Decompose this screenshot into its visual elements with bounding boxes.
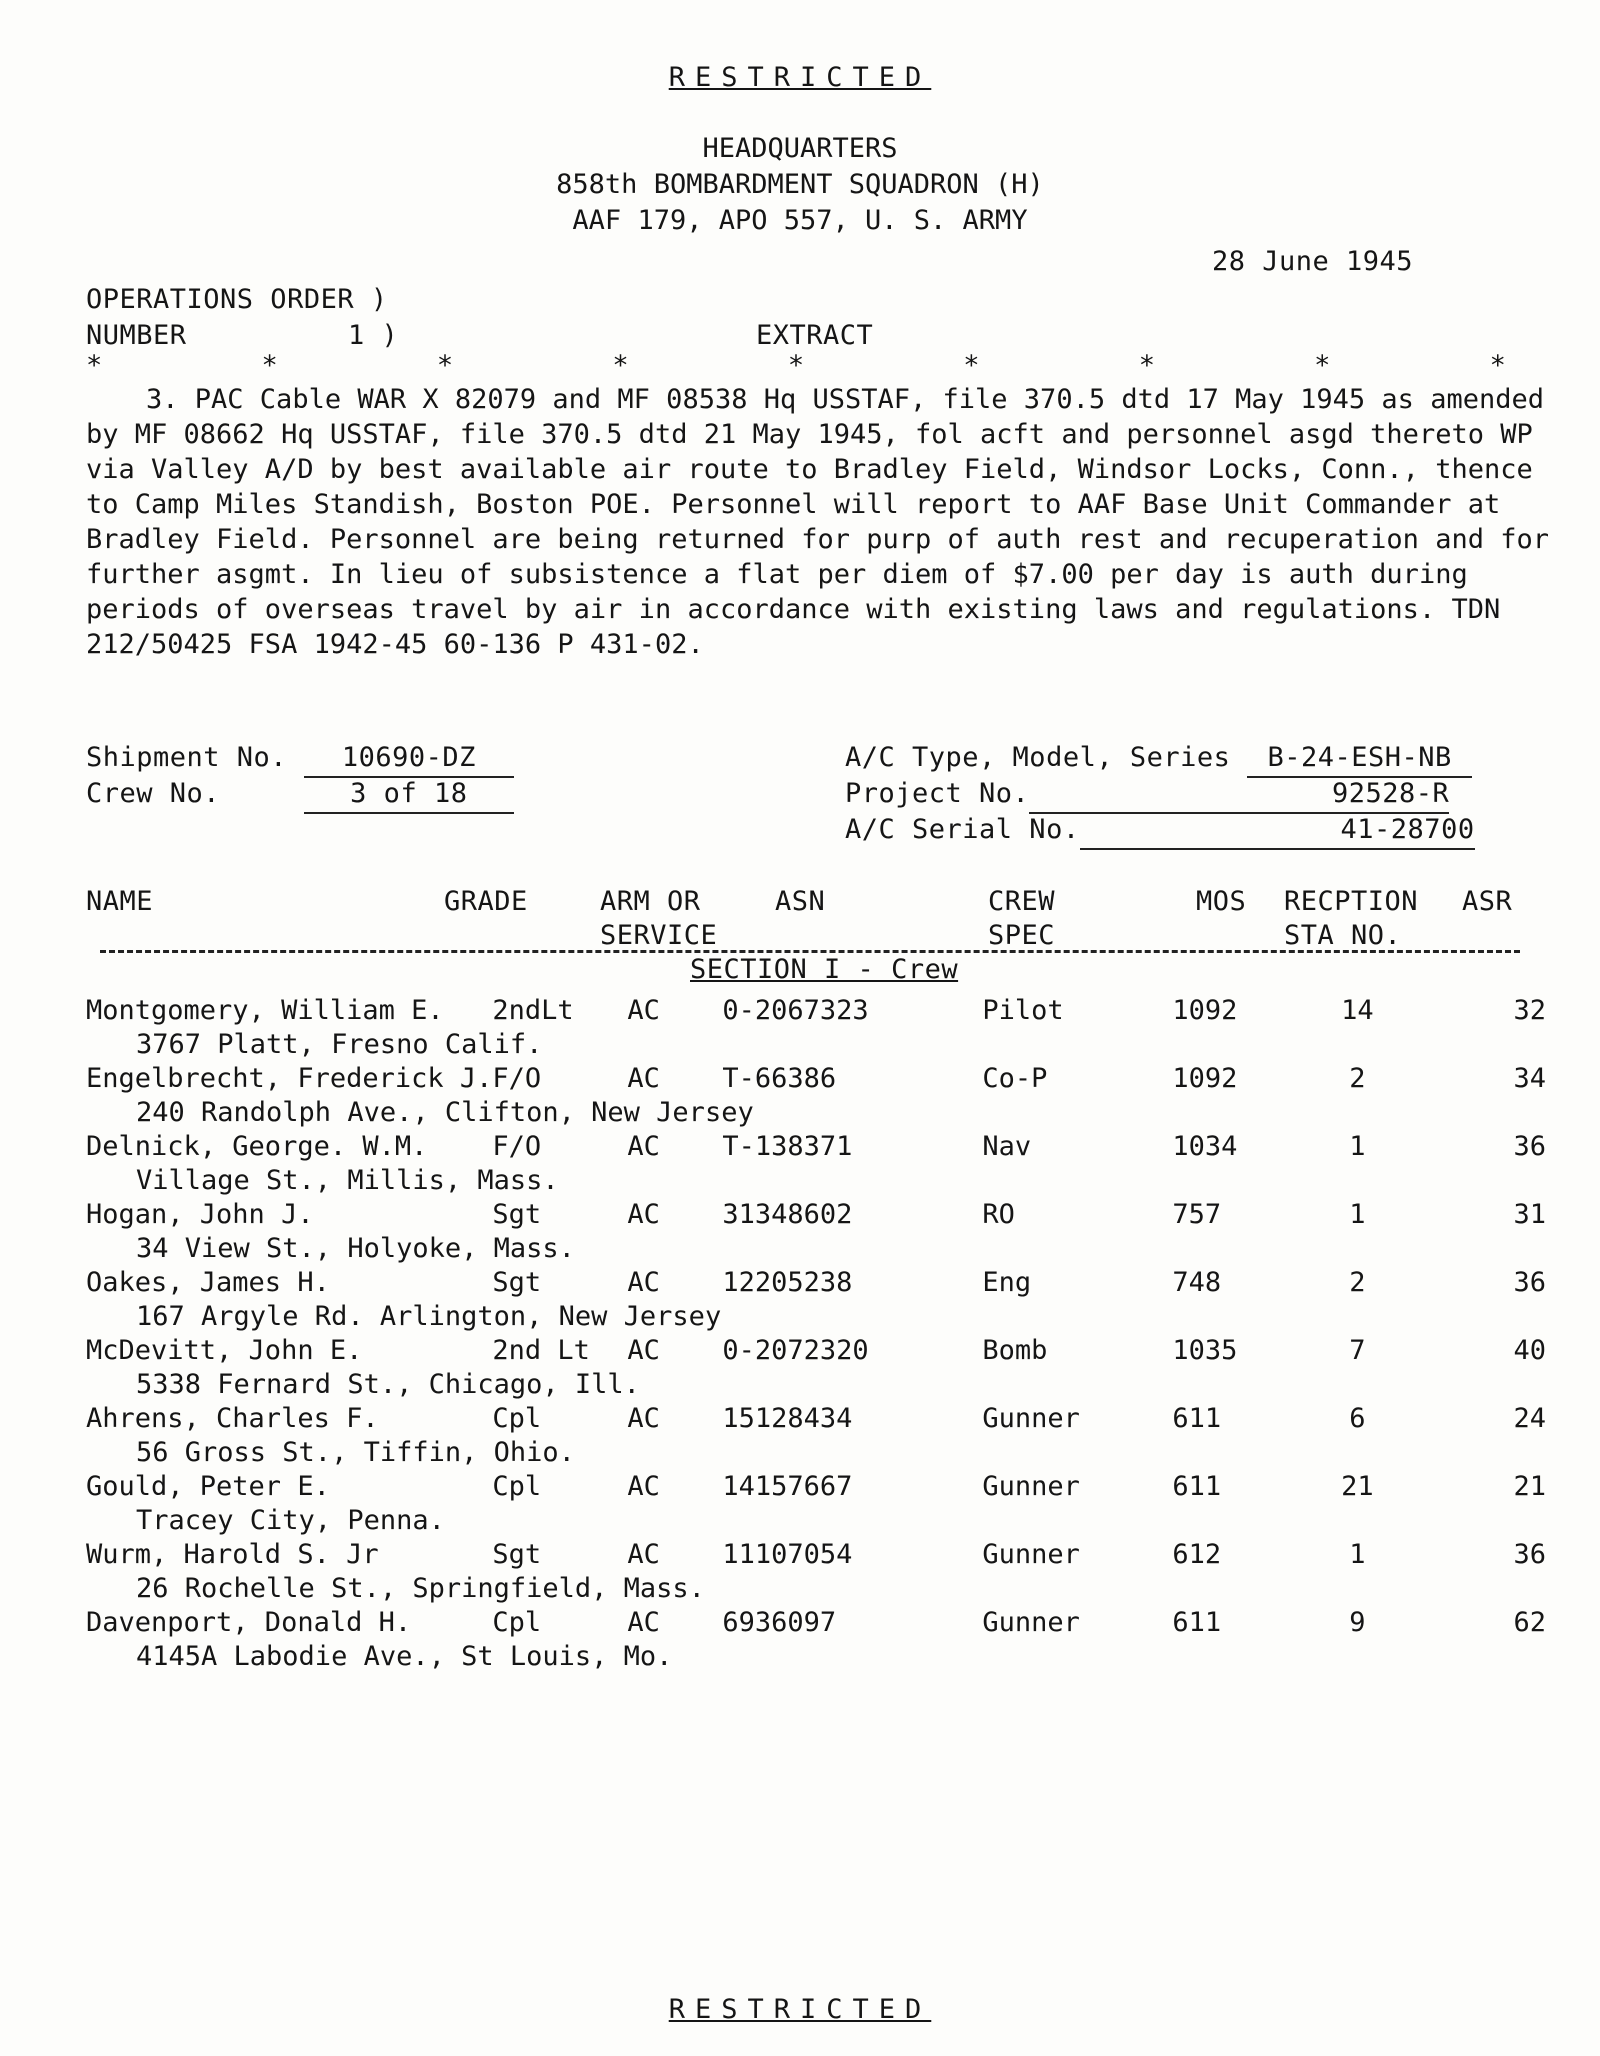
crew-address: 3767 Platt, Fresno Calif. xyxy=(136,1029,543,1060)
crew-mos: 757 xyxy=(1172,1199,1222,1230)
table-row-address xyxy=(86,1573,1546,1607)
crew-asn: 0-2067323 xyxy=(722,995,869,1026)
crew-name: Wurm, Harold S. Jr xyxy=(86,1539,379,1570)
paragraph-number: 3. xyxy=(146,384,179,415)
crew-mos: 611 xyxy=(1172,1471,1222,1502)
table-row xyxy=(86,1539,1546,1573)
crew-asn: T-138371 xyxy=(722,1131,853,1162)
crew-grade: Cpl xyxy=(492,1607,542,1638)
star: * xyxy=(86,350,103,381)
crew-asr: 36 xyxy=(1513,1267,1546,1298)
table-row xyxy=(86,1335,1546,1369)
col-spec-2: SPEC xyxy=(988,920,1056,951)
order-number-label: NUMBER xyxy=(86,320,187,351)
crew-asn: 15128434 xyxy=(722,1403,853,1434)
crew-address: 26 Rochelle St., Springfield, Mass. xyxy=(136,1573,705,1604)
table-row-address xyxy=(86,1233,1546,1267)
crew-address: 34 View St., Holyoke, Mass. xyxy=(136,1233,575,1264)
table-row xyxy=(86,1267,1546,1301)
project-no-value: 92528-R xyxy=(1029,776,1449,814)
crew-asr: 24 xyxy=(1513,1403,1546,1434)
crew-spec: Pilot xyxy=(982,995,1064,1026)
shipment-row xyxy=(86,740,514,778)
crew-spec: Co-P xyxy=(982,1063,1048,1094)
col-asn: ASN xyxy=(775,886,826,917)
project-no-row xyxy=(845,776,1449,814)
col-asr: ASR xyxy=(1462,886,1513,917)
crew-mos: 1092 xyxy=(1172,995,1238,1026)
table-row xyxy=(86,1607,1546,1641)
crew-sta: 1 xyxy=(1349,1539,1366,1570)
crew-sta: 7 xyxy=(1349,1335,1366,1366)
crew-spec: Gunner xyxy=(982,1607,1080,1638)
table-row xyxy=(86,1131,1546,1165)
crew-arm: AC xyxy=(627,1267,660,1298)
crew-mos: 612 xyxy=(1172,1539,1222,1570)
crew-asn: 14157667 xyxy=(722,1471,853,1502)
crew-asn: 31348602 xyxy=(722,1199,853,1230)
star: * xyxy=(1138,350,1155,381)
col-spec-1: CREW xyxy=(988,886,1056,917)
crew-arm: AC xyxy=(627,1335,660,1366)
crew-sta: 2 xyxy=(1349,1267,1366,1298)
table-row xyxy=(86,1471,1546,1505)
col-sta-2: STA NO. xyxy=(1284,920,1402,951)
col-name: NAME xyxy=(86,886,154,917)
table-row xyxy=(86,1063,1546,1097)
order-title: OPERATIONS ORDER ) xyxy=(86,284,388,315)
table-row-address xyxy=(86,1505,1546,1539)
crew-sta: 21 xyxy=(1341,1471,1374,1502)
crew-address: 56 Gross St., Tiffin, Ohio. xyxy=(136,1437,575,1468)
col-grade: GRADE xyxy=(444,886,528,917)
star: * xyxy=(787,350,805,381)
crew-spec: Gunner xyxy=(982,1539,1080,1570)
crew-address: 5338 Fernard St., Chicago, Ill. xyxy=(136,1369,640,1400)
crew-asr: 34 xyxy=(1513,1063,1546,1094)
crew-address: 240 Randolph Ave., Clifton, New Jersey xyxy=(136,1097,754,1128)
ac-type-value: B-24-ESH-NB xyxy=(1247,740,1472,778)
col-mos: MOS xyxy=(1196,886,1247,917)
crew-address: Village St., Millis, Mass. xyxy=(136,1165,559,1196)
ac-type-label: A/C Type, Model, Series xyxy=(845,742,1231,773)
crew-grade: 2nd Lt xyxy=(492,1335,590,1366)
crew-mos: 611 xyxy=(1172,1403,1222,1434)
col-arm-1: ARM OR xyxy=(600,886,701,917)
crew-grade: F/O xyxy=(492,1063,542,1094)
crew-asr: 36 xyxy=(1513,1131,1546,1162)
ac-serial-row xyxy=(845,812,1475,850)
crew-address: 4145A Labodie Ave., St Louis, Mo. xyxy=(136,1641,673,1672)
table-row-address xyxy=(86,1029,1546,1063)
col-sta-1: RECPTION xyxy=(1284,886,1419,917)
section-label: SECTION I - Crew xyxy=(690,954,959,985)
table-row-address xyxy=(86,1369,1546,1403)
crew-mos: 1035 xyxy=(1172,1335,1238,1366)
crew-name: Engelbrecht, Frederick J. xyxy=(86,1063,493,1094)
crew-grade: Cpl xyxy=(492,1403,542,1434)
crew-asr: 21 xyxy=(1513,1471,1546,1502)
separator-stars xyxy=(86,350,1506,381)
crew-name: Gould, Peter E. xyxy=(86,1471,330,1502)
crew-asr: 40 xyxy=(1513,1335,1546,1366)
crew-arm: AC xyxy=(627,1403,660,1434)
crew-asn: T-66386 xyxy=(722,1063,837,1094)
crew-arm: AC xyxy=(627,1063,660,1094)
crew-spec: Gunner xyxy=(982,1471,1080,1502)
star: * xyxy=(436,350,454,381)
shipment-value: 10690-DZ xyxy=(304,740,514,778)
star: * xyxy=(612,350,629,381)
crew-arm: AC xyxy=(627,995,660,1026)
crew-arm: AC xyxy=(627,1539,660,1570)
table-row-address xyxy=(86,1097,1546,1131)
table-row-address xyxy=(86,1165,1546,1199)
crew-grade: F/O xyxy=(492,1131,542,1162)
crew-address: 167 Argyle Rd. Arlington, New Jersey xyxy=(136,1301,722,1332)
crew-asn: 11107054 xyxy=(722,1539,853,1570)
star: * xyxy=(963,350,980,381)
crew-asn: 6936097 xyxy=(722,1607,837,1638)
paragraph-text: PAC Cable WAR X 82079 and MF 08538 Hq USSTAF, file 370.5 dtd 17 May 1945 as amended by MF 08662 Hq USSTAF, file 370.5 dtd 21 May 1945, fol acft and personnel asgd thereto WP via Valley A/D by best available air route to Bradley Field, Windsor Locks, Conn., thence to Camp Miles Standish, Boston POE. Personnel will report to AAF Base Unit Commander at Bradley Field. Personnel are being returned for purp of auth rest and recuperation and for further asgmt. In lieu of subsistence a flat per diem of $7.00 per day is auth during periods of overseas travel by air in accordance with existing laws and regulations. TDN 212/50425 FSA 1942-45 60-136 P 431-02. xyxy=(86,384,1549,660)
table-row-address xyxy=(86,1301,1546,1335)
crew-sta: 1 xyxy=(1349,1199,1366,1230)
crew-asn: 0-2072320 xyxy=(722,1335,869,1366)
heading-line-2: 858th BOMBARDMENT SQUADRON (H) xyxy=(556,169,1044,200)
crew-grade: 2ndLt xyxy=(492,995,574,1026)
crew-sta: 2 xyxy=(1349,1063,1366,1094)
shipment-label: Shipment No. xyxy=(86,742,288,773)
order-number-value: 1 ) xyxy=(348,320,399,351)
crew-arm: AC xyxy=(627,1199,660,1230)
table-row xyxy=(86,1403,1546,1437)
crew-arm: AC xyxy=(627,1471,660,1502)
crew-sta: 14 xyxy=(1341,995,1374,1026)
crew-table xyxy=(86,995,1546,1675)
project-no-label: Project No. xyxy=(845,778,1030,809)
table-row xyxy=(86,995,1546,1029)
crew-address: Tracey City, Penna. xyxy=(136,1505,445,1536)
crew-mos: 748 xyxy=(1172,1267,1222,1298)
crew-arm: AC xyxy=(627,1131,660,1162)
crew-asr: 32 xyxy=(1513,995,1546,1026)
ac-type-row xyxy=(845,740,1472,778)
crew-mos: 611 xyxy=(1172,1607,1222,1638)
crew-name: Davenport, Donald H. xyxy=(86,1607,412,1638)
crew-name: Ahrens, Charles F. xyxy=(86,1403,379,1434)
table-row xyxy=(86,1199,1546,1233)
crew-no-label: Crew No. xyxy=(86,778,221,809)
star: * xyxy=(1489,350,1506,381)
crew-name: Montgomery, William E. xyxy=(86,995,444,1026)
order-date: 28 June 1945 xyxy=(1212,246,1414,277)
table-row-address xyxy=(86,1437,1546,1471)
crew-name: Oakes, James H. xyxy=(86,1267,330,1298)
crew-name: McDevitt, John E. xyxy=(86,1335,363,1366)
crew-asr: 31 xyxy=(1513,1199,1546,1230)
order-paragraph xyxy=(86,382,1556,662)
ac-serial-value: 41-28700 xyxy=(1080,812,1475,850)
crew-asr: 36 xyxy=(1513,1539,1546,1570)
crew-grade: Cpl xyxy=(492,1471,542,1502)
crew-no-row xyxy=(86,776,514,814)
crew-grade: Sgt xyxy=(492,1199,542,1230)
crew-spec: Gunner xyxy=(982,1403,1080,1434)
crew-name: Hogan, John J. xyxy=(86,1199,314,1230)
heading-line-1: HEADQUARTERS xyxy=(702,133,898,164)
crew-name: Delnick, George. W.M. xyxy=(86,1131,428,1162)
crew-mos: 1092 xyxy=(1172,1063,1238,1094)
star: * xyxy=(1314,350,1331,381)
crew-asr: 62 xyxy=(1513,1607,1546,1638)
table-row-address xyxy=(86,1641,1546,1675)
crew-spec: Bomb xyxy=(982,1335,1048,1366)
crew-grade: Sgt xyxy=(492,1267,542,1298)
crew-mos: 1034 xyxy=(1172,1131,1238,1162)
classification-top: RESTRICTED xyxy=(668,62,932,93)
crew-sta: 1 xyxy=(1349,1131,1366,1162)
crew-spec: Eng xyxy=(982,1267,1032,1298)
star: * xyxy=(261,350,278,381)
extract-label: EXTRACT xyxy=(756,320,874,351)
crew-sta: 9 xyxy=(1349,1607,1366,1638)
crew-grade: Sgt xyxy=(492,1539,542,1570)
crew-no-value: 3 of 18 xyxy=(304,776,514,814)
col-arm-2: SERVICE xyxy=(600,920,718,951)
crew-sta: 6 xyxy=(1349,1403,1366,1434)
classification-bottom: RESTRICTED xyxy=(668,1994,932,2025)
crew-arm: AC xyxy=(627,1607,660,1638)
crew-spec: RO xyxy=(982,1199,1015,1230)
crew-spec: Nav xyxy=(982,1131,1032,1162)
heading-line-3: AAF 179, APO 557, U. S. ARMY xyxy=(572,205,1028,236)
ac-serial-label: A/C Serial No. xyxy=(845,814,1080,845)
crew-asn: 12205238 xyxy=(722,1267,853,1298)
